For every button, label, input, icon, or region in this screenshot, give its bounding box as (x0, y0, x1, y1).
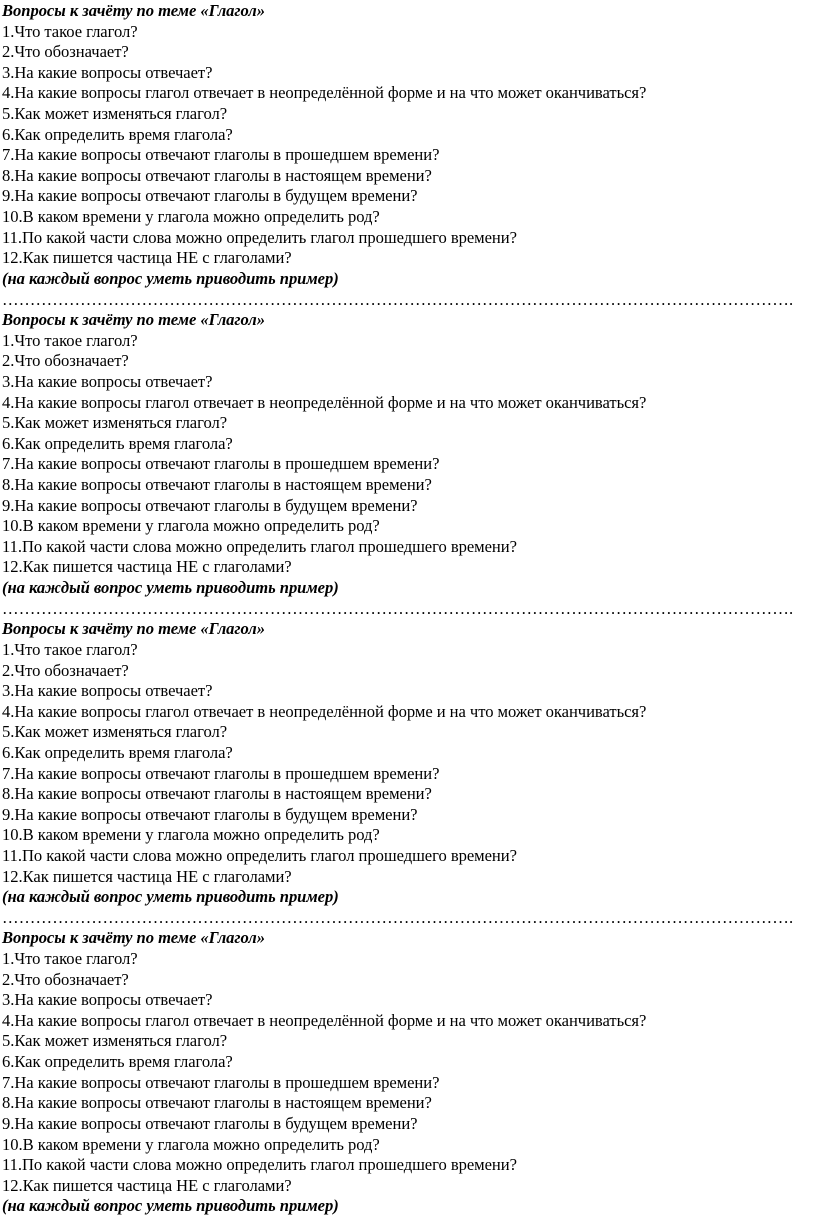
question-9: 9.На какие вопросы отвечают глаголы в будущем времени? (2, 804, 418, 824)
question-7: 7.На какие вопросы отвечают глаголы в прошедшем времени? (2, 763, 440, 783)
question-11: 11.По какой части слова можно определить глагол прошедшего времени? (2, 227, 517, 247)
question-10: 10.В каком времени у глагола можно определить род? (2, 1134, 380, 1154)
block-title: Вопросы к зачёту по теме «Глагол» (2, 310, 266, 330)
question-2: 2.Что обозначает? (2, 969, 129, 989)
question-3: 3.На какие вопросы отвечает? (2, 62, 213, 82)
block-note: (на каждый вопрос уметь приводить пример) (2, 887, 339, 907)
question-6: 6.Как определить время глагола? (2, 433, 233, 453)
question-7: 7.На какие вопросы отвечают глаголы в прошедшем времени? (2, 145, 440, 165)
question-6: 6.Как определить время глагола? (2, 124, 233, 144)
question-1: 1.Что такое глагол? (2, 21, 138, 41)
block-note: (на каждый вопрос уметь приводить пример) (2, 578, 339, 598)
block-note: (на каждый вопрос уметь приводить пример) (2, 1196, 339, 1216)
question-10: 10.В каком времени у глагола можно определить род? (2, 516, 380, 536)
document-page (2, 1, 814, 1217)
question-11: 11.По какой части слова можно определить глагол прошедшего времени? (2, 845, 517, 865)
question-5: 5.Как может изменяться глагол? (2, 413, 228, 433)
question-7: 7.На какие вопросы отвечают глаголы в прошедшем времени? (2, 454, 440, 474)
dotted-separator: ……………………………………………………………………………………………………………………………. (2, 289, 794, 309)
question-8: 8.На какие вопросы отвечают глаголы в настоящем времени? (2, 784, 432, 804)
question-3: 3.На какие вопросы отвечает? (2, 990, 213, 1010)
question-5: 5.Как может изменяться глагол? (2, 1031, 228, 1051)
question-2: 2.Что обозначает? (2, 351, 129, 371)
question-5: 5.Как может изменяться глагол? (2, 722, 228, 742)
dotted-separator: ……………………………………………………………………………………………………………………………. (2, 598, 794, 618)
question-block-2 (2, 310, 814, 599)
question-4: 4.На какие вопросы глагол отвечает в неопределённой форме и на что может оканчиваться? (2, 701, 647, 721)
question-8: 8.На какие вопросы отвечают глаголы в настоящем времени? (2, 475, 432, 495)
question-block-1 (2, 1, 814, 290)
question-2: 2.Что обозначает? (2, 660, 129, 680)
question-11: 11.По какой части слова можно определить глагол прошедшего времени? (2, 1155, 517, 1175)
question-4: 4.На какие вопросы глагол отвечает в неопределённой форме и на что может оканчиваться? (2, 83, 647, 103)
question-block-3 (2, 619, 814, 908)
block-title: Вопросы к зачёту по теме «Глагол» (2, 619, 266, 639)
block-title: Вопросы к зачёту по теме «Глагол» (2, 1, 266, 20)
question-12: 12.Как пишется частица НЕ с глаголами? (2, 557, 292, 577)
question-1: 1.Что такое глагол? (2, 330, 138, 350)
question-4: 4.На какие вопросы глагол отвечает в неопределённой форме и на что может оканчиваться? (2, 1010, 647, 1030)
question-8: 8.На какие вопросы отвечают глаголы в настоящем времени? (2, 165, 432, 185)
question-11: 11.По какой части слова можно определить глагол прошедшего времени? (2, 536, 517, 556)
question-5: 5.Как может изменяться глагол? (2, 104, 228, 124)
block-title: Вопросы к зачёту по теме «Глагол» (2, 928, 266, 948)
question-7: 7.На какие вопросы отвечают глаголы в прошедшем времени? (2, 1072, 440, 1092)
question-10: 10.В каком времени у глагола можно определить род? (2, 825, 380, 845)
question-4: 4.На какие вопросы глагол отвечает в неопределённой форме и на что может оканчиваться? (2, 392, 647, 412)
question-8: 8.На какие вопросы отвечают глаголы в настоящем времени? (2, 1093, 432, 1113)
question-6: 6.Как определить время глагола? (2, 742, 233, 762)
question-block-4 (2, 928, 814, 1217)
question-1: 1.Что такое глагол? (2, 949, 138, 969)
dotted-separator: ……………………………………………………………………………………………………………………………. (2, 907, 794, 927)
question-9: 9.На какие вопросы отвечают глаголы в будущем времени? (2, 186, 418, 206)
question-3: 3.На какие вопросы отвечает? (2, 371, 213, 391)
question-12: 12.Как пишется частица НЕ с глаголами? (2, 1175, 292, 1195)
question-12: 12.Как пишется частица НЕ с глаголами? (2, 248, 292, 268)
question-9: 9.На какие вопросы отвечают глаголы в будущем времени? (2, 1113, 418, 1133)
question-1: 1.Что такое глагол? (2, 639, 138, 659)
question-6: 6.Как определить время глагола? (2, 1052, 233, 1072)
question-2: 2.Что обозначает? (2, 42, 129, 62)
question-12: 12.Как пишется частица НЕ с глаголами? (2, 866, 292, 886)
block-note: (на каждый вопрос уметь приводить пример) (2, 268, 339, 288)
question-3: 3.На какие вопросы отвечает? (2, 681, 213, 701)
question-10: 10.В каком времени у глагола можно определить род? (2, 207, 380, 227)
question-9: 9.На какие вопросы отвечают глаголы в будущем времени? (2, 495, 418, 515)
